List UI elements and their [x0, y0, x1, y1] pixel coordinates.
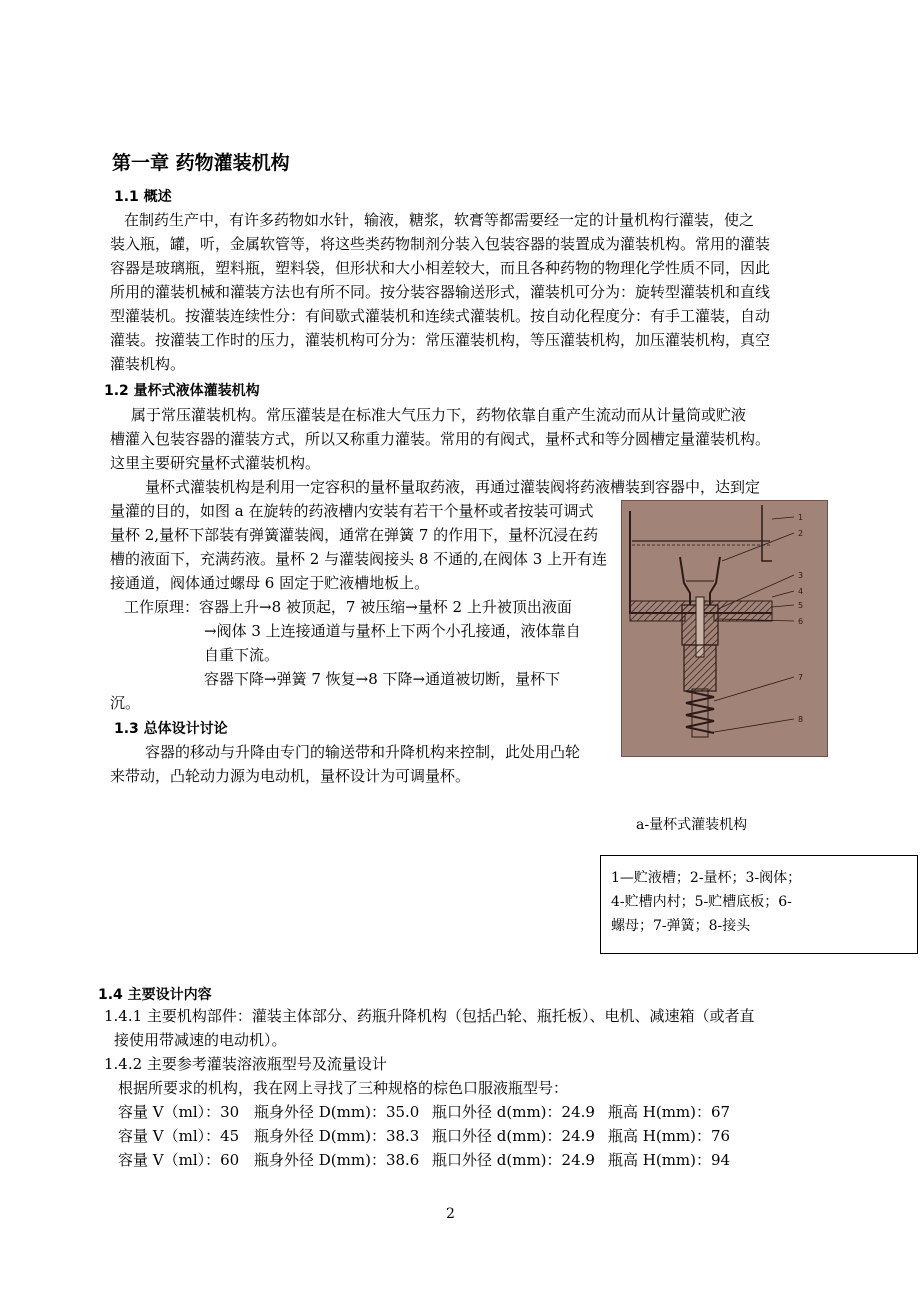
paragraph-line: 槽灌入包装容器的灌装方式，所以又称重力灌装。常用的有阀式，量杯式和等分圆槽定量灌装机构。: [110, 430, 771, 448]
part-label: 7: [798, 673, 804, 682]
figure-caption: a-量杯式灌装机构: [636, 817, 748, 833]
bottle-height: 瓶高 H(mm)：94: [608, 1151, 731, 1169]
paragraph-line: 槽的液面下，充满药液。量杯 2 与灌装阀接头 8 不通的,在阀体 3 上开有连: [110, 550, 608, 568]
principle-line: 工作原理：容器上升→8 被顶起，7 被压缩→量杯 2 上升被顶出液面: [124, 598, 572, 616]
section-1-4-heading: 1.4 主要设计内容: [98, 987, 212, 1003]
paragraph-line: 在制药生产中，有许多药物如水针，输液，糖浆，软膏等都需要经一定的计量机构行灌装，使之: [124, 211, 755, 229]
paragraph-line: 容器的移动与升降由专门的输送带和升降机构来控制，此处用凸轮: [145, 743, 581, 761]
bottle-volume: 容量 V（ml）：45: [118, 1127, 240, 1145]
section-1-2-heading: 1.2 量杯式液体灌装机构: [104, 383, 260, 399]
part-label: 5: [798, 601, 804, 610]
paragraph-line: 量灌的目的，如图 a 在旋转的药液槽内安装有若干个量杯或者按装可调式: [110, 502, 594, 520]
bottle-outer-diameter: 瓶身外径 D(mm)：38.3: [254, 1127, 420, 1145]
bottle-mouth-diameter: 瓶口外径 d(mm)：24.9: [432, 1103, 595, 1121]
paragraph-line: 接通道，阀体通过螺母 6 固定于贮液槽地板上。: [110, 574, 430, 592]
paragraph-line: 灌装。按灌装工作时的压力，灌装机构可分为：常压灌装机构，等压灌装机构，加压灌装机构，真空: [110, 331, 771, 349]
bottle-mouth-diameter: 瓶口外径 d(mm)：24.9: [432, 1127, 595, 1145]
section-1-3-heading: 1.3 总体设计讨论: [114, 721, 228, 737]
paragraph-line: 装入瓶，罐，听，金属软管等，将这些类药物制剂分装入包装容器的装置成为灌装机构。常用的灌装: [110, 235, 771, 253]
paragraph-line: 灌装机构。: [110, 355, 186, 373]
paragraph-line: 型灌装机。按灌装连续性分：有间歇式灌装机和连续式灌装机。按自动化程度分：有手工灌装，自动: [110, 307, 771, 325]
filling-mechanism-figure: [621, 500, 828, 757]
bottle-outer-diameter: 瓶身外径 D(mm)：38.6: [254, 1151, 420, 1169]
legend-line: 1—贮液槽；2-量杯；3-阀体；: [611, 870, 802, 886]
part-label: 2: [798, 529, 804, 538]
paragraph-line: 量杯 2,量杯下部装有弹簧灌装阀，通常在弹簧 7 的作用下，量杯沉浸在药: [110, 526, 599, 544]
legend-line: 4-贮槽内村；5-贮槽底板；6-: [611, 894, 792, 910]
paragraph-line: 所用的灌装机械和灌装方法也有所不同。按分装容器输送形式，灌装机可分为：旋转型灌装机和直线: [110, 283, 771, 301]
chapter-title: 第一章 药物灌装机构: [112, 152, 290, 174]
part-label: 6: [798, 617, 804, 626]
part-label: 3: [798, 571, 804, 580]
mechanism-drawing: [622, 501, 827, 756]
part-label: 8: [798, 715, 804, 724]
part-label: 1: [798, 513, 804, 522]
bottle-mouth-diameter: 瓶口外径 d(mm)：24.9: [432, 1151, 595, 1169]
paragraph-line: 根据所要求的机构，我在网上寻找了三种规格的棕色口服液瓶型号：: [118, 1079, 569, 1097]
principle-line: →阀体 3 上连接通道与量杯上下两个小孔接通，液体靠自: [204, 622, 581, 640]
page-number: 2: [446, 1206, 455, 1222]
part-label: 4: [798, 587, 804, 596]
figure-legend-box: [600, 855, 918, 954]
paragraph-line: 容器是玻璃瓶，塑料瓶，塑料袋，但形状和大小相差较大，而且各种药物的物理化学性质不同，因此: [110, 259, 771, 277]
bottle-height: 瓶高 H(mm)：76: [608, 1127, 731, 1145]
bottle-volume: 容量 V（ml）：60: [118, 1151, 240, 1169]
bottle-volume: 容量 V（ml）：30: [118, 1103, 240, 1121]
paragraph-line: 属于常压灌装机构。常压灌装是在标准大气压力下，药物依靠自重产生流动而从计量筒或贮液: [131, 406, 747, 424]
paragraph-line: 这里主要研究量杯式灌装机构。: [110, 454, 321, 472]
paragraph-line: 接使用带减速的电动机）。: [114, 1031, 287, 1049]
principle-line: 沉。: [110, 694, 141, 712]
paragraph-line: 1.4.1 主要机构部件：灌装主体部分、药瓶升降机构（包括凸轮、瓶托板）、电机、减速箱（或者直: [104, 1007, 755, 1025]
section-1-1-heading: 1.1 概述: [114, 189, 172, 205]
paragraph-line: 1.4.2 主要参考灌装溶液瓶型号及流量设计: [104, 1055, 387, 1073]
paragraph-line: 量杯式灌装机构是利用一定容积的量杯量取药液，再通过灌装阀将药液槽装到容器中，达到定: [145, 478, 761, 496]
legend-line: 螺母；7-弹簧；8-接头: [611, 918, 751, 934]
principle-line: 自重下流。: [204, 646, 280, 664]
paragraph-line: 来带动，凸轮动力源为电动机，量杯设计为可调量杯。: [110, 767, 471, 785]
principle-line: 容器下降→弹簧 7 恢复→8 下降→通道被切断，量杯下: [204, 670, 561, 688]
bottle-height: 瓶高 H(mm)：67: [608, 1103, 731, 1121]
bottle-outer-diameter: 瓶身外径 D(mm)：35.0: [254, 1103, 420, 1121]
